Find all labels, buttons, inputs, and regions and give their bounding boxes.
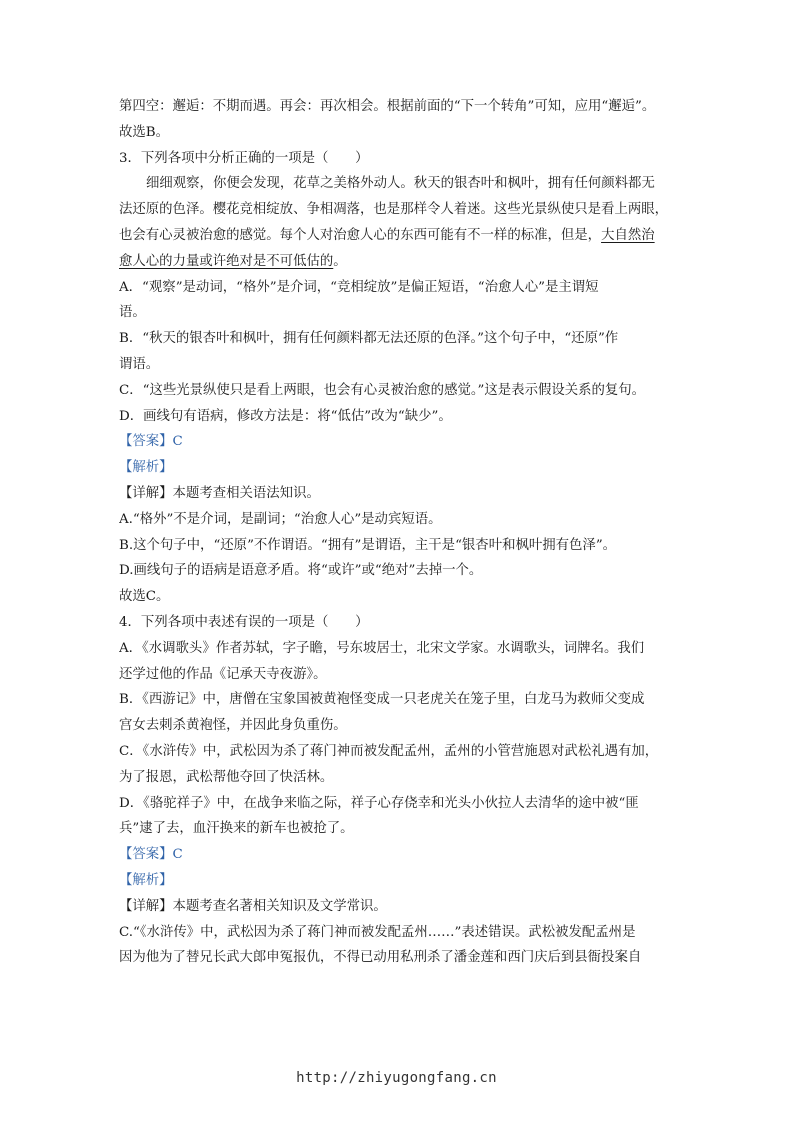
option-b-cont: 宫女去刺杀黄袍怪，并因此身负重伤。	[119, 718, 347, 734]
option-d: D．《骆驼祥子》中，在战争来临之际，祥子心存侥幸和光头小伙拉人去清华的途中被“匪	[119, 795, 639, 811]
underlined-sentence: 愈人心的力量或许绝对是不可低估的	[119, 253, 334, 269]
passage-text: 也会有心灵被治愈的感觉。每个人对治愈人心的东西可能有不一样的标准，但是，	[119, 227, 602, 243]
passage-line: 法还原的色泽。樱花竞相绽放、争相凋落，也是那样令人着迷。这些光景纵使只是看上两眼，	[119, 202, 669, 218]
detail-line: A.“格外”不是介词，是副词；“治愈人心”是动宾短语。	[119, 511, 442, 527]
option-a-cont: 语。	[119, 305, 146, 321]
passage-line: 细细观察，你便会发现，花草之美格外动人。秋天的银杏叶和枫叶，拥有任何颜料都无	[146, 176, 655, 192]
option-a-cont: 还学过他的作品《记承天寺夜游》。	[119, 666, 327, 682]
footer-url[interactable]: http://zhiyugongfang.cn	[296, 1070, 497, 1086]
answer-label: 【答案】C	[119, 847, 183, 863]
question-4-stem: 4．下列各项中表述有误的一项是（ ）	[119, 614, 369, 630]
detail-line: 【详解】本题考查名著相关知识及文学常识。	[119, 898, 387, 914]
option-d: D．画线句有语病，修改方法是：将“低估”改为“缺少”。	[119, 408, 452, 424]
text-line: 故选B。	[119, 124, 170, 140]
text-line: 第四空：邂逅：不期而遇。再会：再次相会。根据前面的“下一个转角”可知，应用“邂逅”。	[119, 99, 656, 114]
option-b: B．《西游记》中，唐僧在宝象国被黄袍怪变成一只老虎关在笼子里，白龙马为救师父变成	[119, 692, 645, 708]
detail-line: C.“《水浒传》中，武松因为杀了蒋门神而被发配孟州……”表述错误。武松被发配孟州是	[119, 924, 636, 940]
analysis-label: 【解析】	[119, 460, 173, 476]
underlined-sentence: 大自然治	[601, 227, 655, 243]
option-a: A．“观察”是动词，“格外”是介词，“竞相绽放”是偏正短语，“治愈人心”是主谓短	[119, 279, 599, 295]
option-d-cont: 兵”逮了去，血汗换来的新车也被抢了。	[119, 821, 354, 837]
passage-line	[119, 249, 679, 275]
detail-line: B.这个句子中，“还原”不作谓语。“拥有”是谓语，主干是“银杏叶和枫叶拥有色泽”。	[119, 537, 617, 553]
document-body	[119, 94, 679, 971]
passage-line	[119, 223, 679, 249]
option-b: B．“秋天的银杏叶和枫叶，拥有任何颜料都无法还原的色泽。”这个句子中，“还原”作	[119, 331, 619, 347]
analysis-label: 【解析】	[119, 872, 173, 888]
question-3-stem: 3．下列各项中分析正确的一项是（ ）	[119, 150, 369, 166]
passage-text: 。	[333, 253, 347, 269]
option-c: C．“这些光景纵使只是看上两眼，也会有心灵被治愈的感觉。”这是表示假设关系的复句。	[119, 382, 646, 398]
detail-line: D.画线句子的语病是语意矛盾。将“或许”或“绝对”去掉一个。	[119, 563, 483, 579]
option-a: A．《水调歌头》作者苏轼，字子瞻，号东坡居士，北宋文学家。水调歌头，词牌名。我们	[119, 640, 645, 656]
option-c-cont: 为了报恩，武松帮他夺回了快活林。	[119, 769, 334, 785]
detail-line: 【详解】本题考查相关语法知识。	[119, 485, 320, 501]
answer-label: 【答案】C	[119, 434, 183, 450]
detail-line: 因为他为了替兄长武大郎申冤报仇，不得已动用私刑杀了潘金莲和西门庆后到县衙投案自	[119, 950, 642, 966]
option-c: C．《水浒传》中，武松因为杀了蒋门神而被发配孟州，孟州的小管营施恩对武松礼遇有加，	[119, 743, 659, 759]
detail-line: 故选C。	[119, 589, 170, 605]
option-b-cont: 谓语。	[119, 356, 160, 372]
